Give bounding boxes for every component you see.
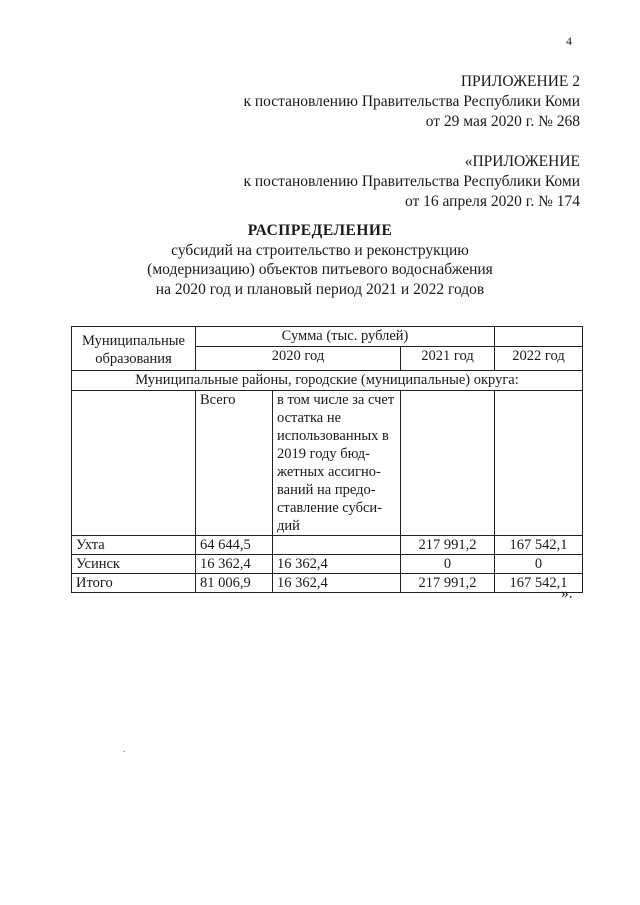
row-2022: 0 xyxy=(495,555,583,574)
appendix-2-reference: к постановлению Правительства Республики Коми xyxy=(243,93,580,110)
title-line-1: субсидий на строительство и реконструкцию xyxy=(171,241,469,259)
subsidy-table xyxy=(71,326,583,593)
table-row xyxy=(72,555,583,574)
row-total: 81 006,9 xyxy=(196,574,273,593)
row-including: 16 362,4 xyxy=(273,555,401,574)
margin-dot: . xyxy=(123,744,126,755)
appendix-quote-date: от 16 апреля 2020 г. № 174 xyxy=(404,193,580,210)
row-name: Итого xyxy=(72,574,196,593)
subheader-total: Всего xyxy=(196,391,273,536)
table-row xyxy=(72,536,583,555)
subheader-row xyxy=(72,391,583,536)
subheader-blank-2021 xyxy=(401,391,495,536)
table-row-total xyxy=(72,574,583,593)
table-header-row xyxy=(72,327,583,347)
appendix-2-date: от 29 мая 2020 г. № 268 xyxy=(425,113,580,130)
section-row xyxy=(72,371,583,391)
closing-quote-mark: ». xyxy=(561,585,573,602)
subheader-including: в том числе за счет остатка не использованных в 2019 году бюд-жетных ассигно-ваний на предо-ставление субси-дий xyxy=(273,391,401,536)
header-2021: 2021 год xyxy=(401,347,495,371)
row-name: Ухта xyxy=(72,536,196,555)
header-sum: Сумма (тыс. рублей) xyxy=(196,327,495,347)
header-2020: 2020 год xyxy=(196,347,401,371)
row-2022: 167 542,1 xyxy=(495,536,583,555)
row-including: 16 362,4 xyxy=(273,574,401,593)
row-total: 16 362,4 xyxy=(196,555,273,574)
page-number: 4 xyxy=(566,34,572,48)
row-name: Усинск xyxy=(72,555,196,574)
header-municipal: Муниципальные образования xyxy=(72,327,196,371)
title-heading: РАСПРЕДЕЛЕНИЕ xyxy=(247,222,393,239)
subheader-blank-2022 xyxy=(495,391,583,536)
appendix-quote-header xyxy=(243,152,580,212)
appendix-2-header xyxy=(243,72,580,132)
row-2021: 217 991,2 xyxy=(401,536,495,555)
row-2021: 217 991,2 xyxy=(401,574,495,593)
header-blank xyxy=(495,327,583,347)
row-2022: 167 542,1 xyxy=(495,574,583,593)
row-total: 64 644,5 xyxy=(196,536,273,555)
section-title: Муниципальные районы, городские (муниципальные) округа: xyxy=(72,371,583,391)
appendix-quote-reference: к постановлению Правительства Республики Коми xyxy=(243,173,580,190)
document-title xyxy=(0,221,640,299)
row-including xyxy=(273,536,401,555)
title-line-3: на 2020 год и плановый период 2021 и 2022 годов xyxy=(155,280,485,298)
appendix-quote-title: «ПРИЛОЖЕНИЕ xyxy=(464,153,580,170)
appendix-2-title: ПРИЛОЖЕНИЕ 2 xyxy=(460,73,580,90)
subheader-blank xyxy=(72,391,196,536)
title-line-2: (модернизацию) объектов питьевого водоснабжения xyxy=(147,261,493,278)
header-2022: 2022 год xyxy=(495,347,583,371)
row-2021: 0 xyxy=(401,555,495,574)
